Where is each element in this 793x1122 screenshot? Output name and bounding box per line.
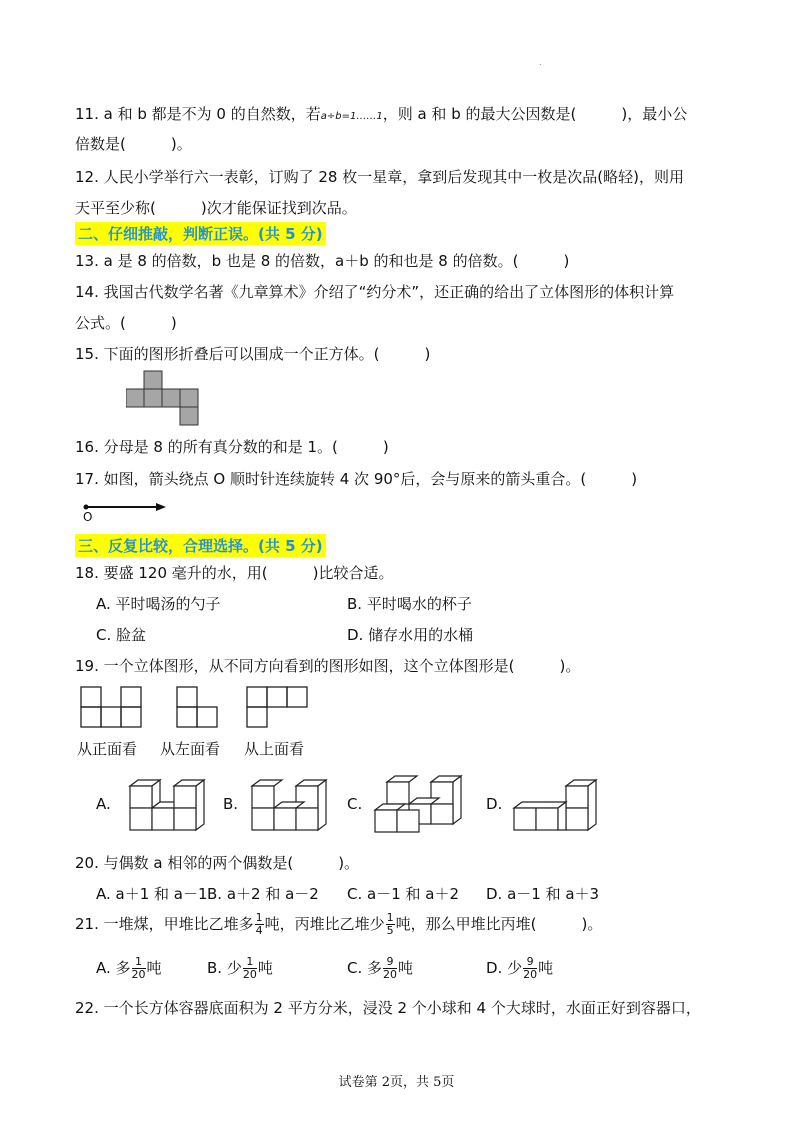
fraction-denominator: 5 <box>386 924 394 937</box>
question-12-line1: 12. 人民小学举行六一表彰，订购了 28 枚一星章，拿到后发现其中一枚是次品(略轻)，则用 <box>75 168 684 186</box>
question-16: 16. 分母是 8 的所有真分数的和是 1。( ) <box>75 438 389 456</box>
arrow-figure <box>80 498 170 518</box>
q20-option-d: D. a－1 和 a＋3 <box>486 885 600 903</box>
section-3-heading: 三、反复比较，合理选择。(共 5 分) <box>75 534 326 557</box>
q21-fraction-1 <box>255 912 264 937</box>
option-fraction <box>243 956 257 981</box>
q19-option-a-label: A. <box>96 795 111 813</box>
q18-option-b: B. 平时喝水的杯子 <box>347 595 472 613</box>
option-label: A. 多 <box>96 959 131 977</box>
header-dot: . <box>539 58 542 67</box>
option-fraction <box>132 956 146 981</box>
fraction-denominator: 20 <box>131 968 146 981</box>
q21-text-b: 吨，丙堆比乙堆少 <box>264 915 385 933</box>
question-13: 13. a 是 8 的倍数，b 也是 8 的倍数，a＋b 的和也是 8 的倍数。( ) <box>75 252 570 270</box>
q21-option-b <box>207 956 273 981</box>
q21-fraction-2 <box>386 912 395 937</box>
cube-figure-d <box>510 772 602 834</box>
option-fraction <box>383 956 397 981</box>
option-unit: 吨 <box>398 959 414 977</box>
cube-figure-c <box>371 768 467 836</box>
question-14-line2: 公式。( ) <box>75 314 177 332</box>
q11-text-a: 11. a 和 b 都是不为 0 的自然数，若 <box>75 105 321 123</box>
top-view-caption: 从上面看 <box>244 740 305 758</box>
fraction-numerator: 1 <box>243 956 257 969</box>
option-unit: 吨 <box>257 959 273 977</box>
question-12-line2: 天平至少称( )次才能保证找到次品。 <box>75 199 357 217</box>
option-unit: 吨 <box>146 959 162 977</box>
question-20: 20. 与偶数 a 相邻的两个偶数是( )。 <box>75 854 360 872</box>
question-14-line1: 14. 我国古代数学名著《九章算术》介绍了“约分术”，还正确的给出了立体图形的体积计算 <box>75 283 675 301</box>
left-view-figure <box>176 686 222 728</box>
q20-option-a: A. a＋1 和 a－1 <box>96 885 208 903</box>
cube-net-figure <box>126 370 201 426</box>
fraction-numerator: 9 <box>523 956 537 969</box>
question-22: 22. 一个长方体容器底面积为 2 平方分米，浸没 2 个小球和 4 个大球时，水面正好到容器口， <box>75 999 701 1017</box>
question-18: 18. 要盛 120 毫升的水，用( )比较合适。 <box>75 564 394 582</box>
option-label: B. 少 <box>207 959 242 977</box>
question-17: 17. 如图，箭头绕点 O 顺时针连续旋转 4 次 90°后，会与原来的箭头重合。( ) <box>75 470 638 488</box>
front-view-caption: 从正面看 <box>77 740 138 758</box>
q20-option-c: C. a－1 和 a＋2 <box>347 885 460 903</box>
left-view-caption: 从左面看 <box>160 740 221 758</box>
fraction-numerator: 1 <box>386 911 394 924</box>
point-o-label: O <box>83 510 93 524</box>
fraction-numerator: 1 <box>132 956 146 969</box>
q21-text-a: 21. 一堆煤，甲堆比乙堆多 <box>75 915 254 933</box>
q19-option-b-label: B. <box>223 795 239 813</box>
fraction-denominator: 20 <box>242 968 257 981</box>
question-11-line2: 倍数是( )。 <box>75 135 192 153</box>
q20-option-b: B. a＋2 和 a－2 <box>207 885 319 903</box>
cube-figure-b <box>246 772 332 834</box>
question-15: 15. 下面的图形折叠后可以围成一个正方体。( ) <box>75 345 431 363</box>
top-view-figure <box>246 686 312 728</box>
q19-option-c-label: C. <box>347 795 363 813</box>
section-2-heading: 二、仔细推敲，判断正误。(共 5 分) <box>75 222 326 245</box>
fraction-denominator: 20 <box>383 968 398 981</box>
fraction-denominator: 20 <box>523 968 538 981</box>
q11-text-b: ，则 a 和 b 的最大公因数是( )，最小公 <box>382 105 688 123</box>
option-label: C. 多 <box>347 959 383 977</box>
q19-option-d-label: D. <box>486 795 503 813</box>
option-label: D. 少 <box>486 959 523 977</box>
q18-option-a: A. 平时喝汤的勺子 <box>96 595 221 613</box>
page-footer: 试卷第 2页，共 5页 <box>338 1075 455 1090</box>
fraction-denominator: 4 <box>255 924 263 937</box>
q21-option-a <box>96 956 162 981</box>
q11-expression: a÷b=1……1 <box>320 111 383 122</box>
question-11-line1 <box>75 103 687 124</box>
option-unit: 吨 <box>538 959 554 977</box>
option-fraction <box>523 956 537 981</box>
fraction-numerator: 9 <box>383 956 397 969</box>
q21-text-c: 吨，那么甲堆比丙堆( )。 <box>395 915 603 933</box>
cube-figure-a <box>124 772 210 834</box>
q21-option-c <box>347 956 413 981</box>
front-view-figure <box>80 686 146 728</box>
q18-option-c: C. 脸盆 <box>96 626 147 644</box>
question-21 <box>75 912 602 937</box>
question-19: 19. 一个立体图形，从不同方向看到的图形如图，这个立体图形是( )。 <box>75 657 581 675</box>
fraction-numerator: 1 <box>255 911 263 924</box>
q18-option-d: D. 储存水用的水桶 <box>347 626 474 644</box>
q21-option-d <box>486 956 553 981</box>
